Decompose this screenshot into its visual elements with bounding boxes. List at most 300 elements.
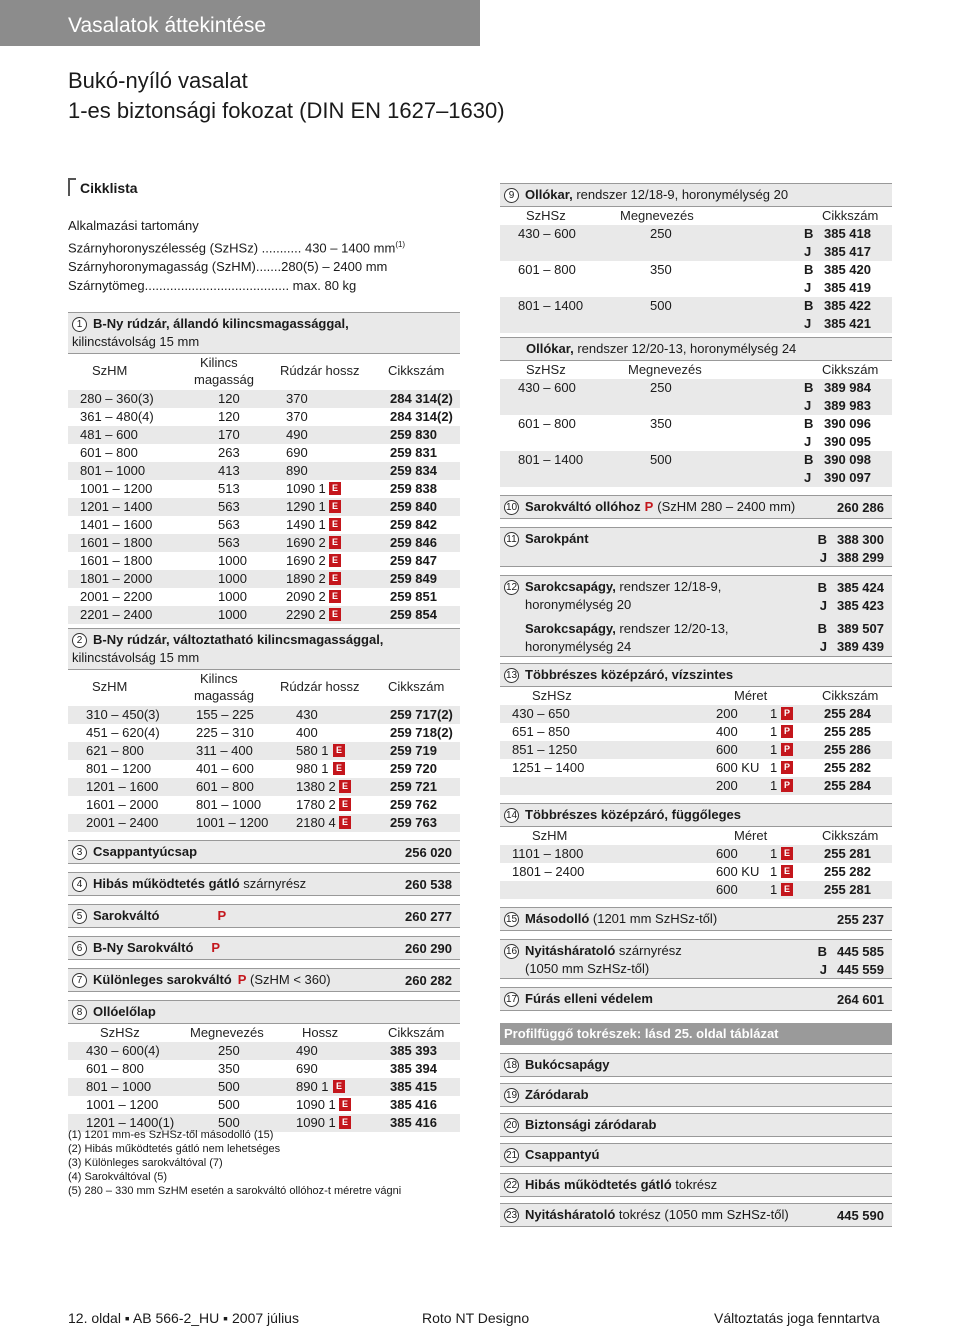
cell-range: 801 – 1400 [518, 298, 584, 313]
s16-b: B [817, 944, 827, 959]
circle-number-14: 14 [505, 810, 518, 822]
s11-codes [818, 531, 884, 567]
cell-range: 621 – 800 [86, 743, 144, 759]
section-1-header [68, 312, 460, 354]
alk-line-2: Szárnyhoronymagasság (SzHM).......280(5) – 2400 mm [68, 259, 388, 275]
table-row [68, 724, 460, 742]
cell-code: 259 849 [390, 571, 437, 587]
cell-length: 980 1 [296, 761, 329, 777]
cell-value: 1000 [218, 607, 247, 623]
cell-code: 259 840 [390, 499, 437, 515]
cell-code: 385 415 [390, 1079, 437, 1095]
table-row [68, 760, 460, 778]
s12-j2: J [819, 639, 827, 654]
section-13-header [500, 663, 892, 687]
cell-value: 500 [218, 1079, 240, 1095]
th-kilincs: Kilincs [200, 355, 238, 371]
table8-body [68, 1042, 460, 1132]
s1-subtitle: kilincstávolság 15 mm [72, 334, 200, 350]
table9b-body [500, 379, 892, 487]
alk1-sup: (1) [395, 240, 406, 249]
cell-length: 2090 2 [286, 589, 326, 605]
circle-number-17: 17 [505, 994, 518, 1006]
s17-title: Fúrás elleni védelem [525, 991, 653, 1006]
th8-d: Cikkszám [388, 1025, 445, 1041]
section-8-header [68, 1000, 460, 1024]
cell-type: J [804, 434, 812, 449]
page-title [68, 66, 505, 126]
table-row [68, 814, 460, 832]
cell-code: 259 842 [390, 517, 437, 533]
cell-qty: 1 [770, 846, 778, 861]
cell-length: 490 [286, 427, 308, 443]
section-20 [500, 1113, 892, 1137]
cell-length: 1290 1 [286, 499, 326, 515]
e-badge: E [781, 847, 793, 860]
p-badge: P [217, 908, 227, 924]
th14-a: SzHM [532, 828, 568, 843]
circle-number-20: 20 [505, 1120, 518, 1132]
alk-line-1 [68, 235, 460, 257]
th2-cikkszam: Cikkszám [388, 679, 445, 695]
circle-number-12: 12 [505, 582, 518, 594]
s15-code: 255 237 [837, 912, 884, 927]
cell-value: 801 – 1000 [196, 797, 262, 813]
p-badge: P [781, 743, 793, 756]
cell-range: 481 – 600 [80, 427, 138, 443]
e-badge: E [781, 883, 793, 896]
table2-header [68, 670, 460, 706]
th8-b: Megnevezés [190, 1025, 264, 1041]
cell-length: 1690 2 [286, 535, 326, 551]
footnote: (5) 280 – 330 mm SzHM esetén a sarokváltó ollóhoz-t méretre vágni [68, 1185, 402, 1197]
s22-sub: tokrész [671, 1177, 718, 1192]
th-rudzar: Rúdzár hossz [280, 363, 360, 379]
section-23 [500, 1203, 892, 1227]
cell-range: 801 – 1000 [86, 1079, 152, 1095]
cell-qty: 1 [770, 706, 778, 721]
cell-range: 851 – 1250 [512, 742, 578, 757]
section-11 [500, 527, 892, 567]
table-row [500, 705, 892, 723]
cell-code: 259 854 [390, 607, 437, 623]
table-row [68, 462, 460, 480]
section-2-header [68, 628, 460, 670]
th-szhm: SzHM [92, 363, 128, 379]
cell-code: 390 097 [824, 470, 871, 485]
cell-value: 563 [218, 517, 240, 533]
cell-value: 563 [218, 499, 240, 515]
s12-sub2: horonymélység 20 [525, 597, 632, 612]
cell-value: 401 – 600 [196, 761, 254, 777]
table-row [500, 863, 892, 881]
table-row [68, 444, 460, 462]
s12-b2: B [817, 621, 827, 636]
s15-sub: (1201 mm SzHSz-től) [589, 911, 718, 926]
cell-type: B [804, 452, 814, 467]
table-row [68, 480, 460, 498]
s12-codes [818, 579, 884, 656]
th9b-b: Megnevezés [628, 362, 702, 377]
header-bar-title: Vasalatok áttekintése [68, 14, 267, 37]
s12-b: B [817, 580, 827, 595]
circle-number-11: 11 [504, 532, 519, 547]
section-18 [500, 1053, 892, 1077]
cell-length: 1690 2 [286, 553, 326, 569]
s13-title: Többrészes középzáró, vízszintes [525, 667, 734, 682]
section-10 [500, 495, 892, 519]
cell-value: 350 [650, 262, 672, 277]
cell-range: 2001 – 2400 [86, 815, 159, 831]
footer-center: Roto NT Designo [422, 1310, 530, 1326]
cell-code: 385 419 [824, 280, 871, 295]
e-badge: E [333, 744, 345, 757]
s16-sub2: (1050 mm SzHSz-től) [525, 961, 650, 976]
s10-sub: (SzHM 280 – 2400 mm) [657, 499, 796, 514]
cell-code: 259 846 [390, 535, 437, 551]
th2-magassag: magasság [194, 688, 254, 704]
table-row [68, 1078, 460, 1096]
footnote: (4) Sarokváltóval (5) [68, 1171, 168, 1183]
table1-header [68, 354, 460, 390]
cell-value: 250 [650, 226, 672, 241]
p-badge: P [781, 761, 793, 774]
cell-code: 385 417 [824, 244, 871, 259]
cell-length: 1090 1 [286, 481, 326, 497]
s3-title: Csappantyúcsap [93, 844, 198, 860]
cell-code: 259 762 [390, 797, 437, 813]
cell-code: 259 838 [390, 481, 437, 497]
s4-sub: szárnyrész [239, 876, 307, 892]
th8-c: Hossz [302, 1025, 339, 1041]
th14-b: Méret [734, 828, 768, 843]
section-9b-header [500, 337, 892, 361]
cell-range: 601 – 800 [86, 1061, 144, 1077]
cell-range: 430 – 600(4) [86, 1043, 160, 1059]
th13-c: Cikkszám [822, 688, 879, 703]
right-column [500, 183, 892, 1227]
table-row [500, 279, 892, 297]
cell-range: 1251 – 1400 [512, 760, 585, 775]
s11-title: Sarokpánt [525, 531, 589, 546]
s14-title: Többrészes középzáró, függőleges [525, 807, 741, 822]
s12-b2-code: 389 507 [837, 621, 884, 636]
cell-type: J [804, 316, 812, 331]
circle-number-22: 22 [505, 1180, 518, 1192]
th9b-c: Cikkszám [822, 362, 879, 377]
cell-value: 1000 [218, 589, 247, 605]
s9b-title: Ollókar, [526, 341, 574, 356]
cell-code: 255 282 [824, 760, 871, 775]
cell-type: J [804, 470, 812, 485]
cell-size: 600 [716, 846, 738, 861]
s12-second [525, 620, 729, 656]
cell-type: B [804, 262, 814, 277]
s10-title: Sarokváltó ollóhoz [525, 499, 641, 514]
cell-value: 120 [218, 391, 240, 407]
cell-range: 430 – 650 [512, 706, 570, 721]
cell-code: 390 095 [824, 434, 871, 449]
table-row [68, 516, 460, 534]
cell-code: 259 847 [390, 553, 437, 569]
s7-title: Különleges sarokváltó [93, 972, 232, 988]
e-badge: E [329, 482, 341, 495]
cell-code: 259 717(2) [390, 707, 453, 723]
e-badge: E [781, 865, 793, 878]
s2-subtitle: kilincstávolság 15 mm [72, 650, 200, 666]
circle-number-16: 16 [505, 946, 518, 958]
table-row [68, 606, 460, 624]
cell-length: 1090 1 [296, 1115, 336, 1131]
s16-title: Nyitásháratoló [525, 943, 616, 958]
cell-qty: 1 [770, 742, 778, 757]
cell-type: B [804, 416, 814, 431]
circle-number-18: 18 [505, 1060, 518, 1072]
alk-title: Alkalmazási tartomány [68, 218, 199, 233]
application-range [68, 216, 460, 295]
table2-body [68, 706, 460, 832]
th-magassag: magasság [194, 372, 254, 388]
cell-code: 255 284 [824, 706, 871, 721]
cell-value: 225 – 310 [196, 725, 254, 741]
cell-value: 500 [650, 298, 672, 313]
th8-a: SzHSz [100, 1025, 140, 1041]
section-4 [68, 872, 460, 896]
cell-type: B [804, 380, 814, 395]
th9b-a: SzHSz [526, 362, 566, 377]
cell-range: 1001 – 1200 [86, 1097, 159, 1113]
s11-b-code: 388 300 [837, 532, 884, 547]
alk-line-3: Szárnytömeg........................................ max. 80 kg [68, 278, 357, 294]
s11-j-code: 388 299 [837, 550, 884, 565]
table14-body [500, 845, 892, 899]
s6-code: 260 290 [405, 941, 452, 957]
table-row [500, 315, 892, 333]
cell-size: 400 [716, 724, 738, 739]
section-21 [500, 1143, 892, 1167]
cell-value: 311 – 400 [196, 743, 253, 759]
cell-range: 651 – 850 [512, 724, 570, 739]
table-row [500, 723, 892, 741]
table-row [500, 225, 892, 243]
table-row [68, 408, 460, 426]
table9b-header [500, 361, 892, 379]
cell-range: 601 – 800 [518, 262, 576, 277]
table-row [68, 498, 460, 516]
cell-code: 259 718(2) [390, 725, 453, 741]
s12-sub4: horonymélység 24 [525, 639, 632, 654]
table-row [500, 845, 892, 863]
s19-title: Záródarab [525, 1087, 589, 1102]
table1-body [68, 390, 460, 624]
cell-size: 600 KU [716, 864, 760, 879]
s23-title: Nyitásháratoló [525, 1207, 616, 1222]
cell-length: 580 1 [296, 743, 329, 759]
e-badge: E [329, 572, 341, 585]
cell-length: 400 [296, 725, 318, 741]
s2-title: B-Ny rúdzár, változtatható kilincsmagassággal, [93, 632, 384, 648]
s18-title: Bukócsapágy [525, 1057, 610, 1072]
footnote: (1) 1201 mm-es SzHSz-től másodolló (15) [68, 1129, 274, 1141]
cell-value: 563 [218, 535, 240, 551]
cell-range: 1401 – 1600 [80, 517, 153, 533]
cikklista-heading: Cikklista [68, 178, 460, 198]
cell-type: J [804, 398, 812, 413]
cell-value: 170 [218, 427, 240, 443]
s11-b: B [817, 532, 827, 547]
cell-code: 259 834 [390, 463, 437, 479]
s9b-sub: rendszer 12/20-13, horonymélység 24 [573, 341, 797, 356]
e-badge: E [339, 798, 351, 811]
table-row [68, 1060, 460, 1078]
s20-title: Biztonsági záródarab [525, 1117, 657, 1132]
cell-code: 385 416 [390, 1097, 437, 1113]
cell-range: 2001 – 2200 [80, 589, 153, 605]
cell-code: 255 281 [824, 846, 871, 861]
alk1-text: Szárnyhoronyszélesség (SzHSz) ........... 430 – 1400 mm [68, 240, 396, 256]
cell-code: 255 284 [824, 778, 871, 793]
cell-size: 200 [716, 778, 738, 793]
table-row [68, 552, 460, 570]
table-row [68, 796, 460, 814]
cell-length: 1380 2 [296, 779, 336, 795]
circle-number-7: 7 [72, 973, 87, 988]
cell-value: 1000 [218, 553, 247, 569]
s16-b-code: 445 585 [837, 944, 884, 959]
left-column [68, 178, 460, 1132]
cell-code: 390 096 [824, 416, 871, 431]
table9-body [500, 225, 892, 333]
footer-left: 12. oldal ▪ AB 566-2_HU ▪ 2007 július [68, 1310, 299, 1326]
cell-value: 500 [650, 452, 672, 467]
s9-title: Ollókar, [525, 187, 573, 202]
e-badge: E [333, 1080, 345, 1093]
e-badge: E [339, 1098, 351, 1111]
cell-code: 385 420 [824, 262, 871, 277]
cell-code: 385 421 [824, 316, 871, 331]
table-row [500, 469, 892, 487]
header-bar [0, 0, 480, 46]
section-7 [68, 968, 460, 992]
p-badge: P [644, 499, 654, 514]
s17-code: 264 601 [837, 992, 884, 1007]
table14-header [500, 827, 892, 845]
table-row [500, 881, 892, 899]
e-badge: E [329, 518, 341, 531]
table-row [68, 534, 460, 552]
cell-value: 1000 [218, 571, 247, 587]
cell-range: 1801 – 2400 [512, 864, 585, 879]
table9-header [500, 207, 892, 225]
cell-type: J [804, 244, 812, 259]
cell-value: 350 [650, 416, 672, 431]
title-line-2: 1-es biztonsági fokozat (DIN EN 1627–1630) [68, 98, 505, 123]
e-badge: E [329, 590, 341, 603]
table-row [500, 261, 892, 279]
section-17 [500, 987, 892, 1011]
e-badge: E [329, 608, 341, 621]
cell-code: 255 286 [824, 742, 871, 757]
cell-value: 1001 – 1200 [196, 815, 269, 831]
s11-j: J [819, 550, 827, 565]
cell-range: 361 – 480(4) [80, 409, 154, 425]
e-badge: E [339, 816, 351, 829]
section-15 [500, 907, 892, 931]
cell-length: 690 [286, 445, 308, 461]
s16-codes [818, 943, 884, 979]
cell-type: J [804, 280, 812, 295]
cell-range: 430 – 600 [518, 226, 576, 241]
s12-j-code: 385 423 [837, 598, 884, 613]
table-row [68, 706, 460, 724]
s22-title: Hibás működtetés gátló [525, 1177, 672, 1192]
cell-value: 350 [218, 1061, 240, 1077]
cell-length: 690 [296, 1061, 318, 1077]
th2-kilincs: Kilincs [200, 671, 238, 687]
table-row [500, 451, 892, 469]
table-row [68, 1096, 460, 1114]
table-row [500, 433, 892, 451]
cell-length: 370 [286, 409, 308, 425]
table-row [500, 297, 892, 315]
th2-szhm: SzHM [92, 679, 128, 695]
table-row [68, 742, 460, 760]
cell-value: 250 [218, 1043, 240, 1059]
th13-a: SzHSz [532, 688, 572, 703]
cell-range: 1201 – 1400 [80, 499, 153, 515]
e-badge: E [329, 536, 341, 549]
cell-range: 1101 – 1800 [512, 846, 584, 861]
cell-qty: 1 [770, 760, 778, 775]
table-row [68, 1042, 460, 1060]
cell-value: 500 [218, 1097, 240, 1113]
s1-title: B-Ny rúdzár, állandó kilincsmagassággal, [93, 316, 349, 332]
th9-c: Cikkszám [822, 208, 879, 223]
s12-j: J [819, 598, 827, 613]
p-badge: P [211, 940, 221, 956]
cell-length: 490 [296, 1043, 318, 1059]
circle-number-3: 3 [72, 845, 87, 860]
section-12 [500, 575, 892, 657]
title-line-1: Bukó-nyíló vasalat [68, 68, 248, 93]
cell-qty: 1 [770, 864, 778, 879]
p-badge: P [237, 972, 247, 988]
cell-code: 385 393 [390, 1043, 437, 1059]
cell-range: 1001 – 1200 [80, 481, 153, 497]
cell-range: 1201 – 1400(1) [86, 1115, 175, 1131]
th9-b: Megnevezés [620, 208, 694, 223]
cell-range: 1601 – 2000 [86, 797, 159, 813]
cell-code: 259 763 [390, 815, 437, 831]
cell-code: 255 281 [824, 882, 871, 897]
section-3 [68, 840, 460, 864]
table-row [500, 741, 892, 759]
section-19 [500, 1083, 892, 1107]
circle-number-10: 10 [505, 502, 518, 514]
circle-number-9: 9 [504, 188, 519, 203]
s5-code: 260 277 [405, 909, 452, 925]
s16-j: J [819, 962, 827, 977]
th-cikkszam: Cikkszám [388, 363, 445, 379]
cell-value: 263 [218, 445, 240, 461]
cell-range: 801 – 1000 [80, 463, 146, 479]
cell-code: 284 314(2) [390, 409, 453, 425]
cell-range: 601 – 800 [518, 416, 576, 431]
cell-code: 259 721 [390, 779, 437, 795]
cell-size: 600 [716, 882, 738, 897]
section-5 [68, 904, 460, 928]
s6-title: B-Ny Sarokváltó [93, 940, 194, 956]
